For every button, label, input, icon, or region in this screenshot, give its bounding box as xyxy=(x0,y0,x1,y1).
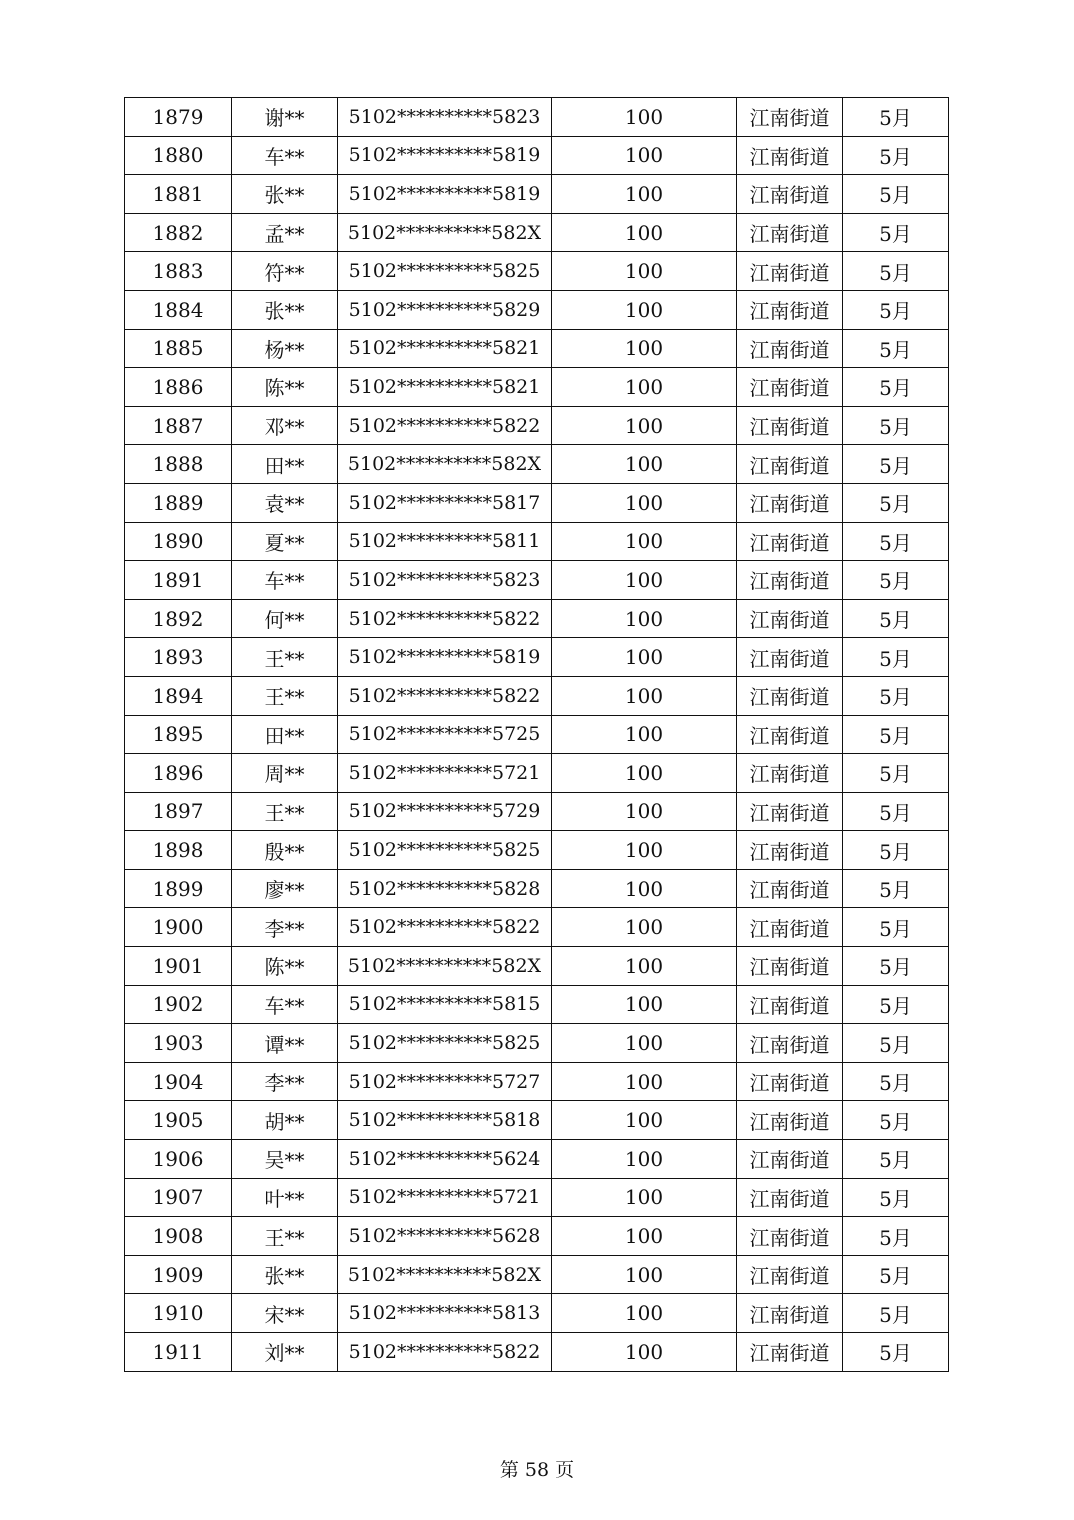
month-cell: 5月 xyxy=(843,1333,949,1372)
row-number-cell: 1879 xyxy=(125,98,232,137)
row-number-cell: 1907 xyxy=(125,1178,232,1217)
table-row xyxy=(125,406,949,445)
month-cell: 5月 xyxy=(843,368,949,407)
street-cell: 江南街道 xyxy=(737,213,843,252)
table-row xyxy=(125,1294,949,1333)
id-number-cell: 5102**********5818 xyxy=(338,1101,552,1140)
month-cell: 5月 xyxy=(843,290,949,329)
month-cell: 5月 xyxy=(843,175,949,214)
amount-cell: 100 xyxy=(552,599,737,638)
street-cell: 江南街道 xyxy=(737,1178,843,1217)
street-cell: 江南街道 xyxy=(737,1294,843,1333)
street-cell: 江南街道 xyxy=(737,792,843,831)
id-number-cell: 5102**********5628 xyxy=(338,1217,552,1256)
street-cell: 江南街道 xyxy=(737,329,843,368)
amount-cell: 100 xyxy=(552,483,737,522)
id-number-cell: 5102**********5819 xyxy=(338,175,552,214)
id-number-cell: 5102**********5813 xyxy=(338,1294,552,1333)
street-cell: 江南街道 xyxy=(737,599,843,638)
id-number-cell: 5102**********5821 xyxy=(338,329,552,368)
amount-cell: 100 xyxy=(552,445,737,484)
id-number-cell: 5102**********5825 xyxy=(338,831,552,870)
street-cell: 江南街道 xyxy=(737,175,843,214)
row-number-cell: 1884 xyxy=(125,290,232,329)
id-number-cell: 5102**********5811 xyxy=(338,522,552,561)
id-number-cell: 5102**********5823 xyxy=(338,98,552,137)
row-number-cell: 1906 xyxy=(125,1140,232,1179)
street-cell: 江南街道 xyxy=(737,676,843,715)
table-row xyxy=(125,792,949,831)
row-number-cell: 1900 xyxy=(125,908,232,947)
month-cell: 5月 xyxy=(843,252,949,291)
street-cell: 江南街道 xyxy=(737,290,843,329)
id-number-cell: 5102**********5825 xyxy=(338,1024,552,1063)
name-cell: 符** xyxy=(232,252,338,291)
name-cell: 邓** xyxy=(232,406,338,445)
amount-cell: 100 xyxy=(552,1255,737,1294)
month-cell: 5月 xyxy=(843,561,949,600)
street-cell: 江南街道 xyxy=(737,483,843,522)
month-cell: 5月 xyxy=(843,136,949,175)
id-number-cell: 5102**********5725 xyxy=(338,715,552,754)
table-row xyxy=(125,522,949,561)
id-number-cell: 5102**********5624 xyxy=(338,1140,552,1179)
amount-cell: 100 xyxy=(552,522,737,561)
row-number-cell: 1904 xyxy=(125,1062,232,1101)
id-number-cell: 5102**********582X xyxy=(338,947,552,986)
name-cell: 杨** xyxy=(232,329,338,368)
row-number-cell: 1909 xyxy=(125,1255,232,1294)
table-row xyxy=(125,329,949,368)
amount-cell: 100 xyxy=(552,638,737,677)
table-row xyxy=(125,1217,949,1256)
month-cell: 5月 xyxy=(843,599,949,638)
amount-cell: 100 xyxy=(552,1294,737,1333)
amount-cell: 100 xyxy=(552,1217,737,1256)
row-number-cell: 1887 xyxy=(125,406,232,445)
street-cell: 江南街道 xyxy=(737,638,843,677)
street-cell: 江南街道 xyxy=(737,522,843,561)
row-number-cell: 1903 xyxy=(125,1024,232,1063)
name-cell: 叶** xyxy=(232,1178,338,1217)
name-cell: 车** xyxy=(232,985,338,1024)
name-cell: 廖** xyxy=(232,869,338,908)
street-cell: 江南街道 xyxy=(737,98,843,137)
record-table xyxy=(124,97,949,1372)
street-cell: 江南街道 xyxy=(737,947,843,986)
name-cell: 夏** xyxy=(232,522,338,561)
month-cell: 5月 xyxy=(843,1024,949,1063)
street-cell: 江南街道 xyxy=(737,561,843,600)
name-cell: 吴** xyxy=(232,1140,338,1179)
month-cell: 5月 xyxy=(843,483,949,522)
table-row xyxy=(125,869,949,908)
month-cell: 5月 xyxy=(843,98,949,137)
table-row xyxy=(125,368,949,407)
id-number-cell: 5102**********5829 xyxy=(338,290,552,329)
name-cell: 刘** xyxy=(232,1333,338,1372)
month-cell: 5月 xyxy=(843,329,949,368)
name-cell: 陈** xyxy=(232,947,338,986)
id-number-cell: 5102**********5822 xyxy=(338,676,552,715)
amount-cell: 100 xyxy=(552,1024,737,1063)
amount-cell: 100 xyxy=(552,985,737,1024)
id-number-cell: 5102**********5821 xyxy=(338,368,552,407)
row-number-cell: 1885 xyxy=(125,329,232,368)
row-number-cell: 1880 xyxy=(125,136,232,175)
month-cell: 5月 xyxy=(843,831,949,870)
month-cell: 5月 xyxy=(843,445,949,484)
table-row xyxy=(125,175,949,214)
month-cell: 5月 xyxy=(843,522,949,561)
month-cell: 5月 xyxy=(843,676,949,715)
table-row xyxy=(125,136,949,175)
amount-cell: 100 xyxy=(552,676,737,715)
street-cell: 江南街道 xyxy=(737,831,843,870)
street-cell: 江南街道 xyxy=(737,1255,843,1294)
id-number-cell: 5102**********5819 xyxy=(338,638,552,677)
name-cell: 张** xyxy=(232,290,338,329)
table-row xyxy=(125,252,949,291)
name-cell: 田** xyxy=(232,715,338,754)
id-number-cell: 5102**********5822 xyxy=(338,406,552,445)
name-cell: 车** xyxy=(232,136,338,175)
month-cell: 5月 xyxy=(843,1062,949,1101)
table-row xyxy=(125,985,949,1024)
id-number-cell: 5102**********5815 xyxy=(338,985,552,1024)
street-cell: 江南街道 xyxy=(737,754,843,793)
amount-cell: 100 xyxy=(552,754,737,793)
row-number-cell: 1899 xyxy=(125,869,232,908)
id-number-cell: 5102**********5721 xyxy=(338,1178,552,1217)
name-cell: 宋** xyxy=(232,1294,338,1333)
amount-cell: 100 xyxy=(552,792,737,831)
table-row xyxy=(125,908,949,947)
row-number-cell: 1889 xyxy=(125,483,232,522)
street-cell: 江南街道 xyxy=(737,1062,843,1101)
row-number-cell: 1895 xyxy=(125,715,232,754)
name-cell: 周** xyxy=(232,754,338,793)
id-number-cell: 5102**********582X xyxy=(338,213,552,252)
id-number-cell: 5102**********5727 xyxy=(338,1062,552,1101)
name-cell: 王** xyxy=(232,1217,338,1256)
month-cell: 5月 xyxy=(843,213,949,252)
table-row xyxy=(125,599,949,638)
month-cell: 5月 xyxy=(843,754,949,793)
name-cell: 张** xyxy=(232,175,338,214)
month-cell: 5月 xyxy=(843,908,949,947)
row-number-cell: 1902 xyxy=(125,985,232,1024)
amount-cell: 100 xyxy=(552,175,737,214)
amount-cell: 100 xyxy=(552,329,737,368)
amount-cell: 100 xyxy=(552,1101,737,1140)
amount-cell: 100 xyxy=(552,947,737,986)
amount-cell: 100 xyxy=(552,368,737,407)
name-cell: 王** xyxy=(232,638,338,677)
table-row xyxy=(125,98,949,137)
name-cell: 李** xyxy=(232,908,338,947)
id-number-cell: 5102**********582X xyxy=(338,445,552,484)
street-cell: 江南街道 xyxy=(737,445,843,484)
table-row xyxy=(125,213,949,252)
month-cell: 5月 xyxy=(843,947,949,986)
month-cell: 5月 xyxy=(843,1217,949,1256)
amount-cell: 100 xyxy=(552,869,737,908)
id-number-cell: 5102**********5817 xyxy=(338,483,552,522)
name-cell: 车** xyxy=(232,561,338,600)
amount-cell: 100 xyxy=(552,561,737,600)
amount-cell: 100 xyxy=(552,1062,737,1101)
table-row xyxy=(125,561,949,600)
table-row xyxy=(125,831,949,870)
name-cell: 张** xyxy=(232,1255,338,1294)
id-number-cell: 5102**********5721 xyxy=(338,754,552,793)
name-cell: 孟** xyxy=(232,213,338,252)
street-cell: 江南街道 xyxy=(737,406,843,445)
amount-cell: 100 xyxy=(552,1140,737,1179)
amount-cell: 100 xyxy=(552,98,737,137)
table-row xyxy=(125,715,949,754)
month-cell: 5月 xyxy=(843,406,949,445)
table-row xyxy=(125,1062,949,1101)
row-number-cell: 1883 xyxy=(125,252,232,291)
month-cell: 5月 xyxy=(843,1178,949,1217)
table-row xyxy=(125,1140,949,1179)
table-row xyxy=(125,1255,949,1294)
month-cell: 5月 xyxy=(843,715,949,754)
row-number-cell: 1911 xyxy=(125,1333,232,1372)
id-number-cell: 5102**********5822 xyxy=(338,599,552,638)
id-number-cell: 5102**********5822 xyxy=(338,908,552,947)
month-cell: 5月 xyxy=(843,1294,949,1333)
name-cell: 陈** xyxy=(232,368,338,407)
table-row xyxy=(125,676,949,715)
street-cell: 江南街道 xyxy=(737,136,843,175)
amount-cell: 100 xyxy=(552,831,737,870)
id-number-cell: 5102**********5825 xyxy=(338,252,552,291)
row-number-cell: 1888 xyxy=(125,445,232,484)
row-number-cell: 1910 xyxy=(125,1294,232,1333)
table-row xyxy=(125,1333,949,1372)
amount-cell: 100 xyxy=(552,1333,737,1372)
page-number: 第 58 页 xyxy=(499,1459,575,1481)
street-cell: 江南街道 xyxy=(737,368,843,407)
name-cell: 何** xyxy=(232,599,338,638)
amount-cell: 100 xyxy=(552,1178,737,1217)
amount-cell: 100 xyxy=(552,252,737,291)
month-cell: 5月 xyxy=(843,1140,949,1179)
id-number-cell: 5102**********5729 xyxy=(338,792,552,831)
month-cell: 5月 xyxy=(843,1101,949,1140)
id-number-cell: 5102**********582X xyxy=(338,1255,552,1294)
record-table-body xyxy=(125,98,949,1372)
street-cell: 江南街道 xyxy=(737,715,843,754)
table-row xyxy=(125,290,949,329)
row-number-cell: 1891 xyxy=(125,561,232,600)
row-number-cell: 1882 xyxy=(125,213,232,252)
street-cell: 江南街道 xyxy=(737,1101,843,1140)
row-number-cell: 1896 xyxy=(125,754,232,793)
amount-cell: 100 xyxy=(552,406,737,445)
table-row xyxy=(125,1024,949,1063)
table-row xyxy=(125,1178,949,1217)
row-number-cell: 1901 xyxy=(125,947,232,986)
month-cell: 5月 xyxy=(843,638,949,677)
row-number-cell: 1897 xyxy=(125,792,232,831)
row-number-cell: 1881 xyxy=(125,175,232,214)
street-cell: 江南街道 xyxy=(737,1217,843,1256)
row-number-cell: 1908 xyxy=(125,1217,232,1256)
table-row xyxy=(125,483,949,522)
table-row xyxy=(125,445,949,484)
row-number-cell: 1892 xyxy=(125,599,232,638)
row-number-cell: 1905 xyxy=(125,1101,232,1140)
table-row xyxy=(125,638,949,677)
street-cell: 江南街道 xyxy=(737,908,843,947)
table-row xyxy=(125,754,949,793)
month-cell: 5月 xyxy=(843,869,949,908)
row-number-cell: 1890 xyxy=(125,522,232,561)
name-cell: 王** xyxy=(232,792,338,831)
id-number-cell: 5102**********5819 xyxy=(338,136,552,175)
id-number-cell: 5102**********5828 xyxy=(338,869,552,908)
table-row xyxy=(125,1101,949,1140)
street-cell: 江南街道 xyxy=(737,252,843,291)
amount-cell: 100 xyxy=(552,908,737,947)
street-cell: 江南街道 xyxy=(737,1140,843,1179)
row-number-cell: 1898 xyxy=(125,831,232,870)
id-number-cell: 5102**********5823 xyxy=(338,561,552,600)
table-row xyxy=(125,947,949,986)
row-number-cell: 1894 xyxy=(125,676,232,715)
month-cell: 5月 xyxy=(843,985,949,1024)
id-number-cell: 5102**********5822 xyxy=(338,1333,552,1372)
name-cell: 胡** xyxy=(232,1101,338,1140)
name-cell: 田** xyxy=(232,445,338,484)
street-cell: 江南街道 xyxy=(737,1024,843,1063)
name-cell: 谭** xyxy=(232,1024,338,1063)
name-cell: 李** xyxy=(232,1062,338,1101)
name-cell: 殷** xyxy=(232,831,338,870)
amount-cell: 100 xyxy=(552,136,737,175)
month-cell: 5月 xyxy=(843,792,949,831)
amount-cell: 100 xyxy=(552,715,737,754)
street-cell: 江南街道 xyxy=(737,1333,843,1372)
name-cell: 袁** xyxy=(232,483,338,522)
name-cell: 王** xyxy=(232,676,338,715)
row-number-cell: 1893 xyxy=(125,638,232,677)
street-cell: 江南街道 xyxy=(737,985,843,1024)
row-number-cell: 1886 xyxy=(125,368,232,407)
name-cell: 谢** xyxy=(232,98,338,137)
street-cell: 江南街道 xyxy=(737,869,843,908)
amount-cell: 100 xyxy=(552,290,737,329)
amount-cell: 100 xyxy=(552,213,737,252)
month-cell: 5月 xyxy=(843,1255,949,1294)
